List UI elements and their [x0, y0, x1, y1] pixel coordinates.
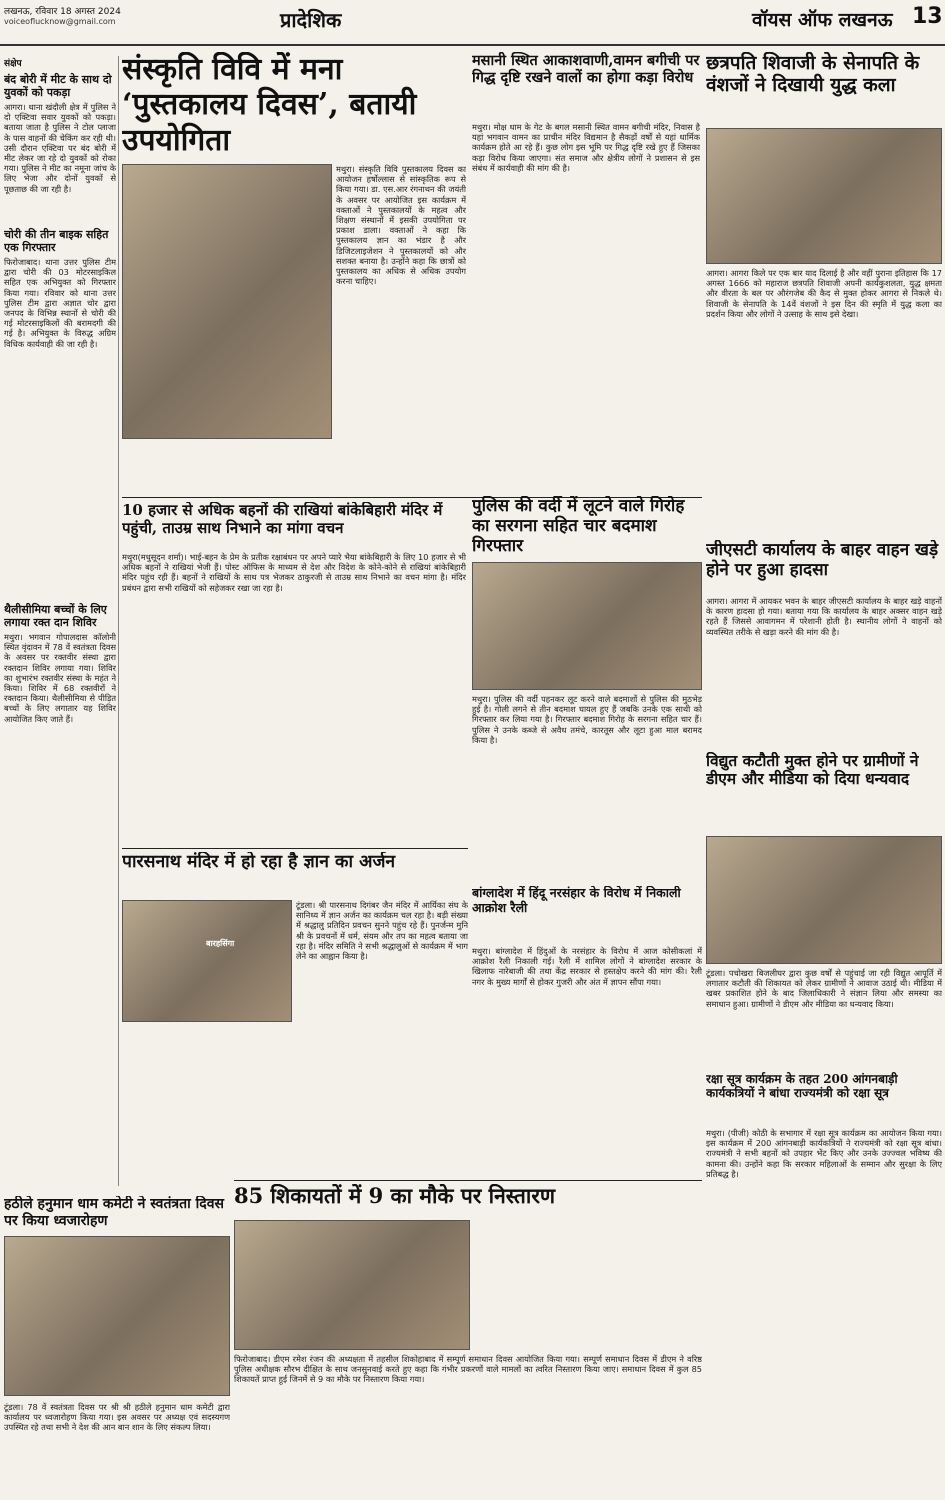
brief4-title: हठीले हनुमान धाम कमेटी ने स्वतंत्रता दिवस पर किया ध्वजारोहण: [4, 1196, 224, 1229]
shivaji-photo: [706, 128, 942, 264]
bangladesh-text: मथुरा। बांग्लादेश में हिंदुओं के नरसंहार के विरोध में आज कोसीकलां में आक्रोश रैली निकाली गई। रैली में शामिल लोगों ने बांग्लादेश सरकार के खिलाफ नारेबाजी की तथा केंद्र सरकार से हस्तक्षेप करने की मांग की। रैली नगर के मुख्य मार्गों से होकर गुजरी और अंत में ज्ञापन सौंपा गया।: [472, 946, 702, 987]
masthead: [0, 0, 945, 46]
vidyut-headline: विद्युत कटौती मुक्त होने पर ग्रामीणों ने डीएम और मीडिया को दिया धन्यवाद: [706, 752, 919, 789]
briefs-tag: संक्षेप: [4, 59, 22, 69]
police-photo: [472, 562, 702, 690]
brief1-title: बंद बोरी में मीट के साथ दो युवकों को पकड़ा: [4, 73, 112, 99]
separator: [234, 1180, 702, 1181]
shikayat-photo: [234, 1220, 470, 1350]
brief2-text: फिरोजाबाद। थाना उत्तर पुलिस टीम द्वारा चोरी की 03 मोटरसाइकिल सहित एक अभियुक्त को गिरफ्तार किया गया। रविवार को थाना उत्तर पुलिस टीम द्वारा अज्ञात चोर द्वारा जनपद के विभिन्न स्थानों से चोरी की गई मोटरसाइकिलों की बरामदगी की गई है। अभियुक्त के विरुद्ध अग्रिम विधिक कार्यवाही की जा रही है।: [4, 257, 116, 349]
parasnath-headline: पारसनाथ मंदिर में हो रहा है ज्ञान का अर्जन: [122, 852, 396, 872]
police-text: मथुरा। पुलिस की वर्दी पहनकर लूट करने वाले बदमाशों से पुलिस की मुठभेड़ हुई है। गोली लगने से तीन बदमाश घायल हुए हैं जबकि उनके एक साथी को गिरफ्तार कर लिया गया है। गिरफ्तार बदमाश गिरोह के सरगना सहित चार हैं। पुलिस ने उनके कब्जे से अवैध तमंचे, कारतूस और लूटा हुआ माल बरामद किया है।: [472, 694, 702, 745]
rakhi-headline: 10 हजार से अधिक बहनों की राखियां बांकेबिहारी मंदिर में पहुंची, ताउम्र साथ निभाने का मांगा वचन: [122, 502, 443, 537]
shikayat-headline: 85 शिकायतों में 9 का मौके पर निस्तारण: [234, 1184, 556, 1208]
shikayat-text-side: [474, 1220, 702, 1350]
vidyut-text: टूंडला। पचोखरा बिजलीघर द्वारा कुछ वर्षों से पहुंचाई जा रही विद्युत आपूर्ति में लगातार कटौती की शिकायत को लेकर ग्रामीणों ने आवाज उठाई थी। मीडिया में खबर प्रकाशित होने के बाद जिलाधिकारी ने संज्ञान लिया और समस्या का समाधान हुआ। ग्रामीणों ने डीएम और मीडिया का धन्यवाद किया।: [706, 968, 942, 1009]
column-rule: [118, 56, 119, 1186]
brief1-text: आगरा। थाना खंदौली क्षेत्र में पुलिस ने दो एक्टिवा सवार युवकों को पकड़ा। बताया जाता है पुलिस ने टोल प्लाजा के पास वाहनों की चेकिंग कर रही थी। उसी दौरान एक्टिवा पर बंद बोरी में मीट लेकर जा रहे दो युवकों को रोका गया। पुलिस ने मीट का नमूना जांच के लिए भेजा और दोनों युवकों से पूछताछ की जा रही है।: [4, 102, 116, 194]
akashvani-headline: मसानी स्थित आकाशवाणी,वामन बगीची पर गिद्ध दृष्टि रखने वालों का होगा कड़ा विरोध: [472, 52, 700, 87]
parasnath-photo-caption: बारहसिंगा: [206, 939, 235, 948]
page-number: 13: [912, 4, 943, 29]
shivaji-headline: छत्रपति शिवाजी के सेनापति के वंशजों ने दिखायी युद्ध कला: [706, 52, 920, 97]
brief3-text: मथुरा। भगवान गोपालदास कॉलोनी स्थित वृंदावन में 78 वें स्वतंत्रता दिवस के अवसर पर रक्तवीर संस्था द्वारा रक्तदान शिविर लगाया गया। शिविर का शुभारंभ रक्तवीर संस्था के महंत ने किया। शिविर में 68 रक्तवीरों ने रक्तदान किया। थैलीसीमिया से पीड़ित बच्चों के लिए लगातार यह शिविर आयोजित किए जाते हैं।: [4, 632, 116, 724]
police-headline: पुलिस की वर्दी में लूटने वाले गिरोह का सरगना सहित चार बदमाश गिरफ्तार: [472, 496, 685, 557]
brief3-title: थैलीसीमिया बच्चों के लिए लगाया रक्त दान शिविर: [4, 603, 107, 629]
parasnath-photo: [122, 900, 292, 1022]
email-line: voiceoflucknow@gmail.com: [4, 17, 116, 26]
brief4-text: टूंडला। 78 वें स्वतंत्रता दिवस पर श्री श्री हठीले हनुमान धाम कमेटी द्वारा कार्यालय पर ध्वजारोहण किया गया। इस अवसर पर अध्यक्ष एवं सदस्यगण उपस्थित रहे तथा सभी ने देश की आन बान शान के लिए संकल्प लिया।: [4, 1402, 230, 1433]
lead-photo: [122, 164, 332, 439]
gst-text: आगरा। आगरा में आयकर भवन के बाहर जीएसटी कार्यालय के बाहर खड़े वाहनों के कारण हादसा हो गया। बताया गया कि कार्यालय के बाहर अक्सर वाहन खड़े रहते हैं जिससे आवागमन में परेशानी होती है। स्थानीय लोगों ने वाहनों को व्यवस्थित तरीके से खड़ा करने की मांग की है।: [706, 596, 942, 637]
date-line: लखनऊ, रविवार 18 अगस्त 2024: [4, 7, 121, 17]
rakhi-text: मथुरा(मधुसूदन शर्मा)। भाई-बहन के प्रेम के प्रतीक रक्षाबंधन पर अपने प्यारे भैया बांकेबिहारी के लिए 10 हजार से भी अधिक बहनों ने राखियां भेजी हैं। पोस्ट ऑफिस के माध्यम से देश और विदेश के कोने-कोने से राखियां बांकेबिहारी मंदिर पहुंच रही हैं। बहनों ने राखियों के साथ पत्र भेजकर ठाकुरजी से ताउम्र साथ निभाने का वचन मांगा है। मंदिर प्रबंधन द्वारा सभी राखियों को सहेजकर रखा जा रहा है।: [122, 552, 466, 593]
lead-text: मथुरा। संस्कृति विवि पुस्तकालय दिवस का आयोजन हर्षोल्लास से सांस्कृतिक रूप से किया गया। डा. एस.आर रंगनाथन की जयंती के अवसर पर आयोजित इस कार्यक्रम में वक्ताओं ने पुस्तकालयों के महत्व और शिक्षण संस्थानों में इसकी उपयोगिता पर प्रकाश डाला। वक्ताओं ने कहा कि पुस्तकालय ज्ञान का भंडार है और डिजिटलाइजेशन ने पुस्तकालयों को और सशक्त बनाया है। उन्होंने कहा कि छात्रों को पुस्तकालय का अधिक से अधिक उपयोग करना चाहिए।: [336, 164, 466, 287]
section-name: प्रादेशिक: [280, 8, 342, 32]
raksha-text: मथुरा। (पीजी) कोठी के सभागार में रक्षा सूत्र कार्यक्रम का आयोजन किया गया। इस कार्यक्रम में 200 आंगनबाड़ी कार्यकत्रियों ने राज्यमंत्री को रक्षा सूत्र बांधा। राज्यमंत्री ने सभी बहनों को उपहार भेंट किए और उनके उज्ज्वल भविष्य की कामना की। उन्होंने कहा कि सरकार महिलाओं के सम्मान और सुरक्षा के लिए प्रतिबद्ध है।: [706, 1128, 942, 1179]
separator: [122, 848, 468, 849]
brief4-photo: [4, 1236, 230, 1396]
lead-headline: संस्कृति विवि में मना ‘पुस्तकालय दिवस’, बतायी उपयोगिता: [122, 52, 417, 158]
brand-logo: वॉयस ऑफ लखनऊ: [752, 9, 893, 31]
brief4: [4, 1196, 230, 1496]
bangladesh-headline: बांग्लादेश में हिंदू नरसंहार के विरोध में निकाली आक्रोश रैली: [472, 886, 681, 915]
raksha-headline: रक्षा सूत्र कार्यक्रम के तहत 200 आंगनबाड़ी कार्यकत्रियों ने बांधा राज्यमंत्री को रक्षा सूत्र: [706, 1072, 898, 1101]
brief2-title: चोरी की तीन बाइक सहित एक गिरफ्तार: [4, 228, 109, 254]
parasnath-text: टूंडला। श्री पारसनाथ दिगंबर जैन मंदिर में आर्यिका संघ के सानिध्य में ज्ञान अर्जन का कार्यक्रम चल रहा है। बड़ी संख्या में श्रद्धालु प्रतिदिन प्रवचन सुनने पहुंच रहे हैं। पुनर्जन्म मुनि श्री के प्रवचनों में धर्म, संयम और तप का महत्व बताया जा रहा है। मंदिर समिति ने सभी श्रद्धालुओं से कार्यक्रम में भाग लेने का आह्वान किया है।: [296, 900, 468, 962]
vidyut-photo: [706, 836, 942, 964]
lead-text-cont: [122, 444, 332, 494]
akashvani-text: मथुरा। मोक्ष धाम के गेट के बगल मसानी स्थित वामन बगीची मंदिर, निवास है यहां भगवान वामन का प्राचीन मंदिर विद्यमान है सैकड़ों वर्षों से यहां धार्मिक कार्यक्रम होते आ रहे हैं। कुछ लोग इस भूमि पर गिद्ध दृष्टि रखे हुए हैं जिसका कड़ा विरोध किया जाएगा। संत समाज और क्षेत्रीय लोगों ने प्रशासन से इस संबंध में कार्यवाही की मांग की है।: [472, 122, 700, 173]
shikayat-text: फिरोजाबाद। डीएम रमेश रंजन की अध्यक्षता में तहसील शिकोहाबाद में सम्पूर्ण समाधान दिवस आयोजित किया गया। सम्पूर्ण समाधान दिवस में डीएम ने वरिष्ठ पुलिस अधीक्षक सौरभ दीक्षित के साथ जनसुनवाई करते हुए कहा कि गंभीर प्रकरणों वाले मामलों का त्वरित निस्तारण किया जाए। समाधान दिवस में कुल 85 शिकायतें प्राप्त हुई जिनमें से 9 का मौके पर निस्तारण किया गया।: [234, 1354, 702, 1385]
gst-headline: जीएसटी कार्यालय के बाहर वाहन खड़े होने पर हुआ हादसा: [706, 540, 939, 581]
shivaji-text: आगरा। आगरा किले पर एक बार याद दिलाई है और वहीं पुराना इतिहास कि 17 अगस्त 1666 को महाराज छत्रपति शिवाजी अपनी कार्यकुशलता, युद्ध क्षमता और वीरता के बल पर औरंगजेब की कैद से मुक्त होकर आगरा से निकले थे। शिवाजी के सेनापति के 14वें वंशजों ने इस दिन की स्मृति में युद्ध कला का प्रदर्शन किया और लोगों ने उत्साह के साथ इसे देखा।: [706, 268, 942, 319]
